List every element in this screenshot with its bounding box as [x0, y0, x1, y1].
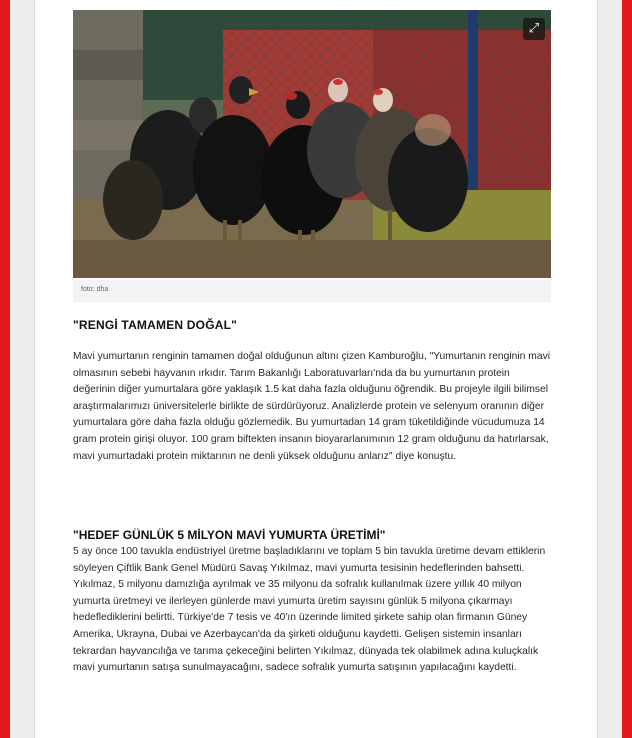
section-heading-target: "HEDEF GÜNLÜK 5 MİLYON MAVİ YUMURTA ÜRETİMİ"	[73, 528, 386, 542]
expand-icon[interactable]: ⤢	[523, 18, 545, 40]
section-body-color: Mavi yumurtanın renginin tamamen doğal olduğunun altını çizen Kamburoğlu, "Yumurtanın renginin mavi olmasının sebebi hayvanın ırkıdır. Tarım Bakanlığı Laboratuvarları'nda da bu yumurtanın protein değerinin diğer yumurtalara göre yaklaşık 1.5 kat daha fazla olduğunu öğrendik. Bu projeyle ilgili bilimsel araştırmalarımızı üniversitelerle birlikte de sürdürüyoruz. Analizlerde protein ve selenyum oranının diğer yumurtalara göre daha fazla olduğu gözlemedik. Bu yumurtadan 14 gram tüketildiğinde vücudumuza 14 gram protein girişi oluyor. 100 gram biftekten insanın bioyararlanımının 12 gram olduğunu da hatırlarsak, mavi yumurtadaki protein miktarının ne denli yüksek olduğunu anlarız" diye konuştu.	[73, 351, 551, 462]
section-heading-color: "RENGİ TAMAMEN DOĞAL"	[73, 318, 238, 332]
article-photo[interactable]	[73, 10, 551, 278]
photo-caption: foto: dha	[81, 286, 109, 293]
photo-caption-bar	[73, 280, 551, 302]
chickens-photo-illustration	[73, 10, 551, 278]
left-gutter	[10, 0, 34, 738]
right-gutter	[598, 0, 622, 738]
section-body-target: 5 ay önce 100 tavukla endüstriyel üretme başladıklarını ve toplam 5 bin tavukla üretime devam ettiklerin söyleyen Çiftlik Bank Genel Müdürü Savaş Yıkılmaz, mavi yumurta tesisinin hedeflerinden bahsetti. Yıkılmaz, 5 milyonu damızlığa ayrılmak ve 35 milyonu da sofralık kullanılmak üzere yıllık 40 milyon yumurta üretmeyi ve ilerleyen günlerde mavi yumurta üretim sayısını günlük 5 milyona çıkarmayı hedeflediklerini belirtti. Türkiye'de 7 tesis ve 40'ın üzerinde limited şirkete sahip olan firmanın Güney Amerika, Ukrayna, Dubai ve Azerbaycan'da da şirketi olduğunu kaydetti. Gelişen sistemin insanları tekrardan hayvancılığa ve tarıma çekeceğini belirten Yıkılmaz, dünyada tek olabilmek adına kuluçkalık mavi yumurtanın satışa sunulmayacağını, sadece sofralık yumurta satışının yapılacağını kaydetti.	[73, 546, 546, 674]
left-red-border	[0, 0, 10, 738]
right-red-border	[622, 0, 632, 738]
